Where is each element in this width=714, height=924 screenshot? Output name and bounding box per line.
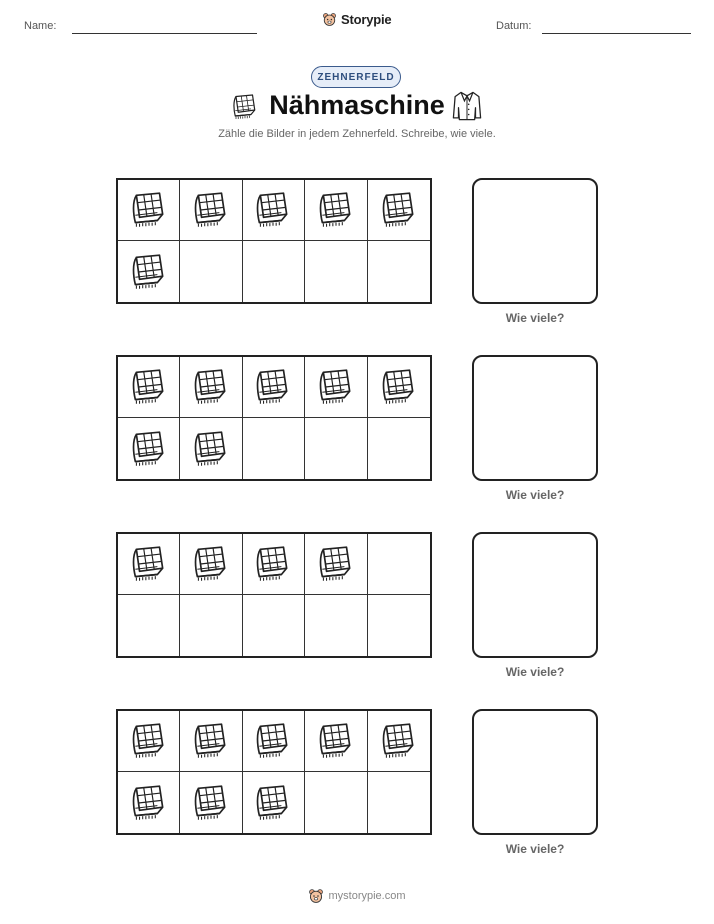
quilt-blanket-icon	[128, 720, 170, 762]
ten-frame-cell	[305, 595, 367, 656]
ten-frame-cell	[243, 534, 305, 595]
ten-frame-cell	[243, 595, 305, 656]
ten-frame-cell	[243, 241, 305, 302]
quilt-blanket-icon	[128, 543, 170, 585]
quilt-blanket-icon	[315, 543, 357, 585]
quilt-blanket-icon	[128, 251, 170, 293]
how-many-label: Wie viele?	[505, 842, 565, 856]
bear-mascot-icon	[322, 12, 337, 27]
answer-box[interactable]	[472, 355, 598, 481]
quilt-blanket-icon	[190, 543, 232, 585]
ten-frame-cell	[368, 595, 430, 656]
brand-logo	[322, 12, 391, 27]
quilt-blanket-icon	[128, 782, 170, 824]
quilt-blanket-icon	[128, 189, 170, 231]
quilt-blanket-icon	[190, 428, 232, 470]
ten-frame-cell	[243, 772, 305, 833]
quilt-blanket-icon	[190, 720, 232, 762]
page-title: Nähmaschine	[269, 90, 445, 120]
ten-frame-cell	[180, 357, 242, 418]
quilt-blanket-icon	[252, 782, 294, 824]
quilt-blanket-icon	[315, 366, 357, 408]
ten-frame-cell	[305, 180, 367, 241]
quilt-blanket-icon	[378, 720, 420, 762]
ten-frame-cell	[368, 711, 430, 772]
footer-url: mystorypie.com	[328, 890, 406, 902]
ten-frame	[116, 178, 432, 304]
how-many-label: Wie viele?	[505, 665, 565, 679]
ten-frame-cell	[368, 241, 430, 302]
ten-frame-cell	[305, 534, 367, 595]
quilt-blanket-icon	[315, 720, 357, 762]
ten-frame-cell	[368, 534, 430, 595]
ten-frame-cell	[118, 357, 180, 418]
date-label: Datum:	[496, 20, 532, 32]
category-badge: ZEHNERFELD	[311, 66, 401, 88]
ten-frame-cell	[118, 772, 180, 833]
ten-frame	[116, 532, 432, 658]
answer-box[interactable]	[472, 709, 598, 835]
quilt-blanket-icon	[252, 543, 294, 585]
how-many-label: Wie viele?	[505, 488, 565, 502]
ten-frame-cell	[180, 595, 242, 656]
brand-name: Storypie	[341, 12, 392, 27]
name-line[interactable]	[72, 33, 257, 34]
quilt-blanket-icon	[190, 366, 232, 408]
ten-frame-cell	[243, 180, 305, 241]
quilt-blanket-icon	[378, 189, 420, 231]
bear-mascot-icon	[308, 888, 324, 904]
answer-box[interactable]	[472, 532, 598, 658]
ten-frame-cell	[180, 711, 242, 772]
ten-frame-cell	[305, 772, 367, 833]
ten-frame-cell	[180, 180, 242, 241]
quilt-blanket-icon	[252, 189, 294, 231]
quilt-blanket-icon	[378, 366, 420, 408]
ten-frame-cell	[305, 418, 367, 479]
footer	[0, 888, 714, 904]
name-label: Name:	[24, 20, 57, 32]
ten-frame-cell	[118, 711, 180, 772]
jacket-icon	[450, 89, 484, 123]
ten-frame-cell	[180, 534, 242, 595]
ten-frame-cell	[243, 418, 305, 479]
ten-frame-cell	[368, 418, 430, 479]
ten-frame	[116, 709, 432, 835]
quilt-blanket-icon	[128, 428, 170, 470]
ten-frame-cell	[118, 534, 180, 595]
ten-frame	[116, 355, 432, 481]
ten-frame-cell	[305, 241, 367, 302]
ten-frame-cell	[243, 357, 305, 418]
ten-frame-cell	[305, 711, 367, 772]
ten-frame-cell	[118, 241, 180, 302]
ten-frame-cell	[368, 180, 430, 241]
how-many-label: Wie viele?	[505, 311, 565, 325]
ten-frame-cell	[180, 241, 242, 302]
date-line[interactable]	[542, 33, 691, 34]
quilt-blanket-icon	[190, 189, 232, 231]
quilt-blanket-icon	[128, 366, 170, 408]
ten-frame-cell	[180, 772, 242, 833]
ten-frame-cell	[118, 595, 180, 656]
ten-frame-cell	[118, 418, 180, 479]
ten-frame-cell	[305, 357, 367, 418]
ten-frame-cell	[243, 711, 305, 772]
quilt-blanket-icon	[252, 366, 294, 408]
ten-frame-cell	[368, 772, 430, 833]
quilt-blanket-icon	[252, 720, 294, 762]
ten-frame-cell	[180, 418, 242, 479]
answer-box[interactable]	[472, 178, 598, 304]
ten-frame-cell	[118, 180, 180, 241]
instructions: Zähle die Bilder in jedem Zehnerfeld. Schreibe, wie viele.	[218, 128, 496, 140]
quilt-blanket-icon	[190, 782, 232, 824]
ten-frame-cell	[368, 357, 430, 418]
quilt-blanket-icon	[315, 189, 357, 231]
